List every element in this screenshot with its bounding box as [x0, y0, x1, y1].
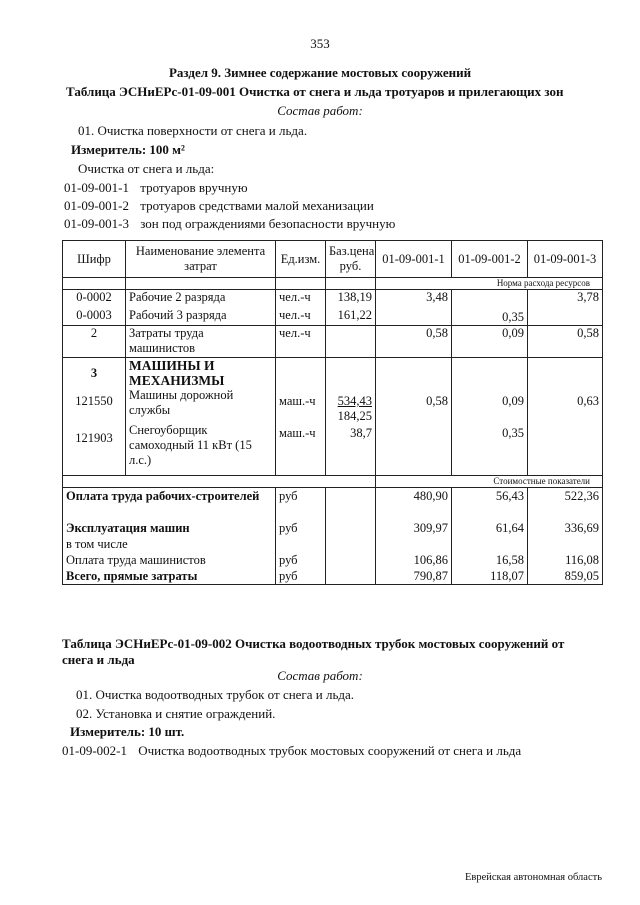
table2-work-2: 02. Установка и снятие ограждений. — [76, 706, 276, 721]
row-code: 2 — [63, 326, 126, 358]
row-value-2: 0,09 — [502, 394, 524, 408]
norm-label-row — [63, 278, 603, 290]
row-value-2: 0,35 — [452, 308, 528, 326]
row-unit: маш.-ч — [279, 426, 316, 440]
table1-measure: Измеритель: 100 м² — [71, 142, 185, 157]
row-name: Снегоуборщик самоходный 11 кВт (15 л.с.) — [129, 423, 252, 467]
code: 01-09-001-1 — [64, 180, 129, 195]
cost-value-2: 56,43 — [495, 489, 524, 503]
row-value-1 — [376, 308, 452, 326]
group-name: МАШИНЫ И МЕХАНИЗМЫ — [129, 358, 225, 388]
row-value-1: 0,58 — [426, 394, 448, 408]
table2-measure: Измеритель: 10 шт. — [70, 724, 185, 739]
row-name: Затраты труда машинистов — [126, 326, 276, 358]
cost-name: в том числе — [66, 537, 128, 551]
cost-value-2: 16,58 — [495, 553, 524, 567]
code-list-item — [64, 216, 395, 232]
code-desc: тротуаров средствами малой механизации — [140, 198, 374, 213]
cost-block — [63, 488, 603, 585]
row-price — [326, 326, 376, 358]
cost-unit: руб — [279, 553, 298, 567]
table2-title-line2: снега и льда — [62, 652, 135, 667]
cost-value-1: 790,87 — [413, 569, 448, 583]
header-col-3: 01-09-001-3 — [528, 241, 603, 278]
code: 01-09-002-1 — [62, 743, 127, 758]
row-code: 0-0002 — [63, 290, 126, 308]
row-name: Рабочие 2 разряда — [126, 290, 276, 308]
row-price-2: 184,25 — [337, 409, 372, 423]
cost-value-2: 118,07 — [490, 569, 524, 583]
cost-value-2: 61,64 — [495, 521, 524, 535]
footer-region: Еврейская автономная область — [465, 872, 602, 883]
cost-name: Оплата труда машинистов — [66, 553, 206, 567]
table2-work-1: 01. Очистка водоотводных трубок от снега и льда. — [76, 687, 355, 702]
code-desc: тротуаров вручную — [140, 180, 248, 195]
row-code: 121903 — [75, 431, 113, 445]
table2-composition-heading: Состав работ: — [277, 668, 363, 683]
code-list-item — [64, 198, 374, 214]
cost-value-3: 336,69 — [564, 521, 599, 535]
code-desc: зон под ограждениями безопасности вручную — [140, 216, 396, 231]
row-value-1: 0,58 — [376, 326, 452, 358]
row-value-1: 3,48 — [376, 290, 452, 308]
row-value-3: 0,58 — [528, 326, 603, 358]
row-value-2: 0,09 — [452, 326, 528, 358]
section-title: Раздел 9. Зимнее содержание мостовых сооружений — [168, 65, 472, 80]
row-name: Рабочий 3 разряда — [126, 308, 276, 326]
code: 01-09-001-2 — [64, 198, 129, 213]
cost-unit: руб — [279, 521, 298, 535]
code-list-item — [64, 180, 248, 196]
machines-block — [63, 358, 603, 476]
header-col-2: 01-09-001-2 — [452, 241, 528, 278]
row-value-2 — [452, 290, 528, 308]
cost-value-1: 480,90 — [413, 489, 448, 503]
table1-work-1: 01. Очистка поверхности от снега и льда. — [78, 123, 308, 138]
table-row — [63, 290, 603, 308]
table-row — [63, 326, 603, 358]
cost-name: Всего, прямые затраты — [66, 569, 198, 583]
cost-value-3: 522,36 — [564, 489, 599, 503]
cost-unit: руб — [279, 489, 298, 503]
resource-table — [62, 240, 603, 585]
code-desc: Очистка водоотводных трубок мостовых сооружений от снега и льда — [138, 743, 522, 758]
row-unit: чел.-ч — [276, 290, 326, 308]
row-unit: чел.-ч — [276, 326, 326, 358]
row-value-3 — [528, 308, 603, 326]
group-code: 3 — [90, 366, 98, 380]
header-unit: Ед.изм. — [276, 241, 326, 278]
table1-subheading: Очистка от снега и льда: — [78, 161, 215, 176]
table1-title: Таблица ЭСНиЕРс-01-09-001 Очистка от снега и льда тротуаров и прилегающих зон — [66, 84, 564, 99]
table-header-row — [63, 241, 603, 278]
header-code: Шифр — [63, 241, 126, 278]
row-price: 38,7 — [350, 426, 372, 440]
header-price: Баз.цена руб. — [326, 241, 376, 278]
cost-value-3: 116,08 — [565, 553, 599, 567]
table-row — [63, 308, 603, 326]
row-value-3: 3,78 — [528, 290, 603, 308]
row-value-3: 0,63 — [577, 394, 599, 408]
cost-name: Эксплуатация машин — [66, 521, 190, 535]
table1-composition-heading: Состав работ: — [277, 103, 363, 118]
cost-name: Оплата труда рабочих-строителей — [66, 489, 260, 503]
row-code: 0-0003 — [63, 308, 126, 326]
row-code: 121550 — [75, 394, 113, 408]
cost-value-1: 309,97 — [413, 521, 448, 535]
row-unit: маш.-ч — [279, 394, 316, 408]
cost-label: Стоимостные показатели — [376, 476, 603, 488]
row-price: 161,22 — [326, 308, 376, 326]
table2-title-line1: Таблица ЭСНиЕРс-01-09-002 Очистка водоотводных трубок мостовых сооружений от — [62, 636, 565, 651]
row-price: 534,43 — [337, 394, 372, 408]
row-name: Машины дорожной службы — [129, 388, 234, 417]
header-col-1: 01-09-001-1 — [376, 241, 452, 278]
code-list-item — [62, 743, 521, 759]
cost-label-row — [63, 476, 603, 488]
cost-value-3: 859,05 — [564, 569, 599, 583]
code: 01-09-001-3 — [64, 216, 129, 231]
cost-value-1: 106,86 — [413, 553, 448, 567]
row-price: 138,19 — [326, 290, 376, 308]
row-value-2: 0,35 — [502, 426, 524, 440]
header-name: Наименование элемента затрат — [126, 241, 276, 278]
row-unit: чел.-ч — [276, 308, 326, 326]
norm-label: Норма расхода ресурсов — [376, 278, 603, 290]
page-number: 353 — [310, 36, 330, 51]
cost-unit: руб — [279, 569, 298, 583]
